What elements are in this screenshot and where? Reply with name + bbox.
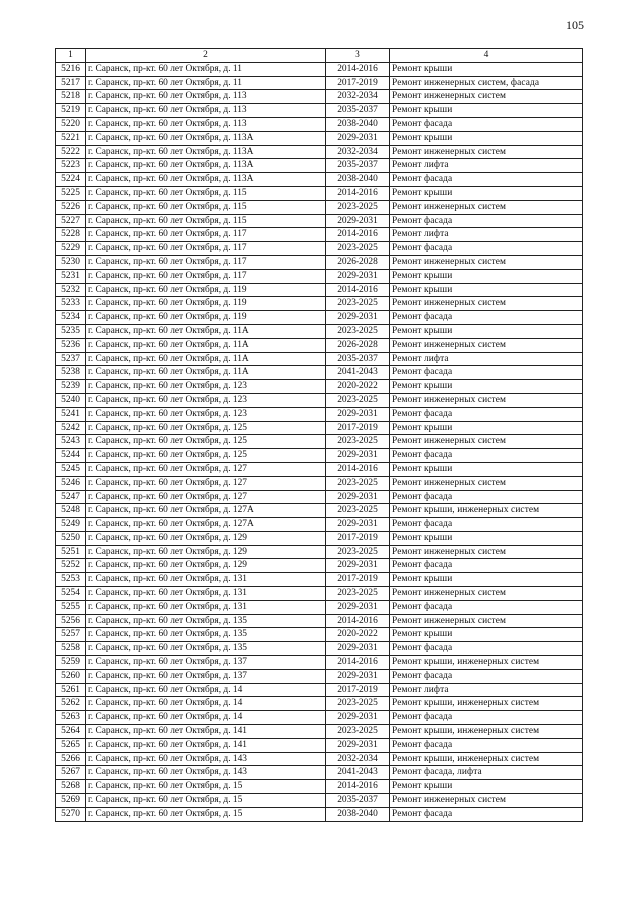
row-period: 2035-2037	[326, 794, 390, 808]
row-period: 2029-2031	[326, 131, 390, 145]
row-number: 5224	[56, 173, 86, 187]
row-number: 5246	[56, 476, 86, 490]
row-work-type: Ремонт лифта	[390, 352, 583, 366]
table-row	[56, 462, 583, 476]
table-row	[56, 573, 583, 587]
row-period: 2038-2040	[326, 173, 390, 187]
table-row	[56, 725, 583, 739]
row-period: 2023-2025	[326, 725, 390, 739]
row-address: г. Саранск, пр-кт. 60 лет Октября, д. 131	[86, 587, 326, 601]
row-number: 5267	[56, 766, 86, 780]
row-period: 2023-2025	[326, 545, 390, 559]
row-period: 2029-2031	[326, 738, 390, 752]
row-work-type: Ремонт фасада	[390, 242, 583, 256]
row-address: г. Саранск, пр-кт. 60 лет Октября, д. 113А	[86, 145, 326, 159]
row-period: 2023-2025	[326, 504, 390, 518]
page-number: 105	[566, 18, 584, 32]
row-period: 2029-2031	[326, 669, 390, 683]
table-row	[56, 352, 583, 366]
row-work-type: Ремонт крыши	[390, 380, 583, 394]
row-work-type: Ремонт лифта	[390, 683, 583, 697]
row-period: 2014-2016	[326, 656, 390, 670]
row-number: 5248	[56, 504, 86, 518]
row-work-type: Ремонт инженерных систем	[390, 255, 583, 269]
row-work-type: Ремонт инженерных систем	[390, 393, 583, 407]
row-number: 5237	[56, 352, 86, 366]
row-period: 2023-2025	[326, 697, 390, 711]
row-address: г. Саранск, пр-кт. 60 лет Октября, д. 11А	[86, 338, 326, 352]
table-row	[56, 504, 583, 518]
row-work-type: Ремонт крыши, инженерных систем	[390, 697, 583, 711]
row-period: 2023-2025	[326, 297, 390, 311]
row-period: 2023-2025	[326, 435, 390, 449]
row-number: 5269	[56, 794, 86, 808]
row-number: 5220	[56, 117, 86, 131]
table-row	[56, 794, 583, 808]
row-address: г. Саранск, пр-кт. 60 лет Октября, д. 129	[86, 531, 326, 545]
row-number: 5232	[56, 283, 86, 297]
table-row	[56, 255, 583, 269]
row-period: 2035-2037	[326, 159, 390, 173]
row-number: 5221	[56, 131, 86, 145]
row-period: 2017-2019	[326, 531, 390, 545]
row-period: 2041-2043	[326, 766, 390, 780]
table-row	[56, 393, 583, 407]
column-header-work: 4	[390, 49, 583, 63]
row-period: 2038-2040	[326, 807, 390, 821]
row-address: г. Саранск, пр-кт. 60 лет Октября, д. 129	[86, 559, 326, 573]
row-work-type: Ремонт инженерных систем	[390, 587, 583, 601]
row-work-type: Ремонт инженерных систем	[390, 297, 583, 311]
row-period: 2029-2031	[326, 518, 390, 532]
row-work-type: Ремонт инженерных систем	[390, 545, 583, 559]
row-address: г. Саранск, пр-кт. 60 лет Октября, д. 123	[86, 380, 326, 394]
row-work-type: Ремонт фасада	[390, 711, 583, 725]
table-row	[56, 117, 583, 131]
table-row	[56, 297, 583, 311]
table-row	[56, 780, 583, 794]
table-row	[56, 242, 583, 256]
row-work-type: Ремонт инженерных систем, фасада	[390, 76, 583, 90]
row-address: г. Саранск, пр-кт. 60 лет Октября, д. 15	[86, 807, 326, 821]
row-work-type: Ремонт крыши, инженерных систем	[390, 725, 583, 739]
table-row	[56, 324, 583, 338]
row-address: г. Саранск, пр-кт. 60 лет Октября, д. 11А	[86, 366, 326, 380]
row-work-type: Ремонт фасада	[390, 669, 583, 683]
table-row	[56, 173, 583, 187]
table-row	[56, 807, 583, 821]
row-address: г. Саранск, пр-кт. 60 лет Октября, д. 127А	[86, 504, 326, 518]
row-period: 2029-2031	[326, 214, 390, 228]
row-work-type: Ремонт фасада	[390, 449, 583, 463]
row-work-type: Ремонт лифта	[390, 228, 583, 242]
row-number: 5235	[56, 324, 86, 338]
row-address: г. Саранск, пр-кт. 60 лет Октября, д. 119	[86, 311, 326, 325]
table-row	[56, 697, 583, 711]
table-row	[56, 283, 583, 297]
row-address: г. Саранск, пр-кт. 60 лет Октября, д. 135	[86, 642, 326, 656]
row-address: г. Саранск, пр-кт. 60 лет Октября, д. 113	[86, 104, 326, 118]
row-period: 2029-2031	[326, 600, 390, 614]
row-number: 5259	[56, 656, 86, 670]
table-row	[56, 214, 583, 228]
row-number: 5250	[56, 531, 86, 545]
table-row	[56, 738, 583, 752]
row-period: 2014-2016	[326, 62, 390, 76]
column-header-period: 3	[326, 49, 390, 63]
row-number: 5226	[56, 200, 86, 214]
row-period: 2014-2016	[326, 283, 390, 297]
table-row	[56, 159, 583, 173]
row-period: 2038-2040	[326, 117, 390, 131]
row-number: 5242	[56, 421, 86, 435]
row-number: 5264	[56, 725, 86, 739]
row-number: 5240	[56, 393, 86, 407]
table-row	[56, 518, 583, 532]
row-work-type: Ремонт фасада	[390, 518, 583, 532]
row-address: г. Саранск, пр-кт. 60 лет Октября, д. 11	[86, 62, 326, 76]
row-work-type: Ремонт крыши, инженерных систем	[390, 656, 583, 670]
row-period: 2023-2025	[326, 587, 390, 601]
row-work-type: Ремонт инженерных систем	[390, 435, 583, 449]
row-period: 2026-2028	[326, 255, 390, 269]
row-work-type: Ремонт крыши	[390, 186, 583, 200]
row-work-type: Ремонт инженерных систем	[390, 200, 583, 214]
row-work-type: Ремонт крыши	[390, 421, 583, 435]
row-number: 5231	[56, 269, 86, 283]
row-address: г. Саранск, пр-кт. 60 лет Октября, д. 131	[86, 573, 326, 587]
row-number: 5260	[56, 669, 86, 683]
table-row	[56, 228, 583, 242]
table-row	[56, 131, 583, 145]
row-number: 5244	[56, 449, 86, 463]
row-number: 5252	[56, 559, 86, 573]
row-address: г. Саранск, пр-кт. 60 лет Октября, д. 14	[86, 711, 326, 725]
table-row	[56, 711, 583, 725]
row-address: г. Саранск, пр-кт. 60 лет Октября, д. 117	[86, 269, 326, 283]
row-work-type: Ремонт фасада	[390, 490, 583, 504]
table-row	[56, 656, 583, 670]
row-work-type: Ремонт фасада	[390, 600, 583, 614]
row-address: г. Саранск, пр-кт. 60 лет Октября, д. 125	[86, 449, 326, 463]
row-address: г. Саранск, пр-кт. 60 лет Октября, д. 14	[86, 697, 326, 711]
row-work-type: Ремонт крыши	[390, 573, 583, 587]
row-address: г. Саранск, пр-кт. 60 лет Октября, д. 125	[86, 421, 326, 435]
row-number: 5239	[56, 380, 86, 394]
row-period: 2017-2019	[326, 573, 390, 587]
row-number: 5247	[56, 490, 86, 504]
row-number: 5225	[56, 186, 86, 200]
table-row	[56, 683, 583, 697]
table-row	[56, 421, 583, 435]
row-work-type: Ремонт фасада	[390, 214, 583, 228]
table-row	[56, 186, 583, 200]
row-work-type: Ремонт фасада	[390, 807, 583, 821]
row-work-type: Ремонт инженерных систем	[390, 794, 583, 808]
row-number: 5241	[56, 407, 86, 421]
row-period: 2029-2031	[326, 449, 390, 463]
row-address: г. Саранск, пр-кт. 60 лет Октября, д. 127А	[86, 518, 326, 532]
row-address: г. Саранск, пр-кт. 60 лет Октября, д. 115	[86, 186, 326, 200]
row-period: 2029-2031	[326, 711, 390, 725]
table-row	[56, 145, 583, 159]
row-period: 2041-2043	[326, 366, 390, 380]
row-period: 2023-2025	[326, 393, 390, 407]
row-address: г. Саранск, пр-кт. 60 лет Октября, д. 115	[86, 200, 326, 214]
row-number: 5251	[56, 545, 86, 559]
table-row	[56, 380, 583, 394]
row-number: 5265	[56, 738, 86, 752]
table-row	[56, 752, 583, 766]
row-address: г. Саранск, пр-кт. 60 лет Октября, д. 113А	[86, 173, 326, 187]
row-work-type: Ремонт лифта	[390, 159, 583, 173]
row-work-type: Ремонт фасада	[390, 642, 583, 656]
row-period: 2023-2025	[326, 200, 390, 214]
table-row	[56, 766, 583, 780]
row-address: г. Саранск, пр-кт. 60 лет Октября, д. 119	[86, 297, 326, 311]
row-number: 5255	[56, 600, 86, 614]
table-row	[56, 587, 583, 601]
column-header-number: 1	[56, 49, 86, 63]
row-period: 2023-2025	[326, 324, 390, 338]
table-row	[56, 531, 583, 545]
row-work-type: Ремонт инженерных систем	[390, 476, 583, 490]
table-row	[56, 614, 583, 628]
table-row	[56, 338, 583, 352]
column-header-address: 2	[86, 49, 326, 63]
row-work-type: Ремонт инженерных систем	[390, 338, 583, 352]
row-address: г. Саранск, пр-кт. 60 лет Октября, д. 15	[86, 780, 326, 794]
row-number: 5222	[56, 145, 86, 159]
row-address: г. Саранск, пр-кт. 60 лет Октября, д. 143	[86, 766, 326, 780]
row-period: 2029-2031	[326, 490, 390, 504]
row-work-type: Ремонт крыши	[390, 62, 583, 76]
row-period: 2032-2034	[326, 90, 390, 104]
table-row	[56, 407, 583, 421]
table-row	[56, 476, 583, 490]
row-address: г. Саранск, пр-кт. 60 лет Октября, д. 135	[86, 614, 326, 628]
row-number: 5253	[56, 573, 86, 587]
row-period: 2032-2034	[326, 752, 390, 766]
row-address: г. Саранск, пр-кт. 60 лет Октября, д. 127	[86, 462, 326, 476]
row-number: 5217	[56, 76, 86, 90]
table-row	[56, 600, 583, 614]
table-row	[56, 76, 583, 90]
row-work-type: Ремонт фасада, лифта	[390, 766, 583, 780]
row-number: 5254	[56, 587, 86, 601]
row-work-type: Ремонт крыши	[390, 780, 583, 794]
row-period: 2029-2031	[326, 642, 390, 656]
row-work-type: Ремонт инженерных систем	[390, 614, 583, 628]
table-row	[56, 449, 583, 463]
row-address: г. Саранск, пр-кт. 60 лет Октября, д. 14	[86, 683, 326, 697]
row-work-type: Ремонт фасада	[390, 173, 583, 187]
row-period: 2023-2025	[326, 476, 390, 490]
row-period: 2014-2016	[326, 186, 390, 200]
row-work-type: Ремонт инженерных систем	[390, 90, 583, 104]
row-address: г. Саранск, пр-кт. 60 лет Октября, д. 117	[86, 255, 326, 269]
row-period: 2029-2031	[326, 559, 390, 573]
row-work-type: Ремонт крыши	[390, 628, 583, 642]
row-address: г. Саранск, пр-кт. 60 лет Октября, д. 113	[86, 117, 326, 131]
row-address: г. Саранск, пр-кт. 60 лет Октября, д. 115	[86, 214, 326, 228]
row-number: 5256	[56, 614, 86, 628]
row-number: 5230	[56, 255, 86, 269]
row-period: 2017-2019	[326, 76, 390, 90]
row-work-type: Ремонт фасада	[390, 366, 583, 380]
table-row	[56, 669, 583, 683]
row-period: 2032-2034	[326, 145, 390, 159]
row-address: г. Саранск, пр-кт. 60 лет Октября, д. 125	[86, 435, 326, 449]
row-period: 2020-2022	[326, 380, 390, 394]
row-period: 2035-2037	[326, 104, 390, 118]
row-number: 5228	[56, 228, 86, 242]
row-work-type: Ремонт крыши	[390, 462, 583, 476]
row-address: г. Саранск, пр-кт. 60 лет Октября, д. 127	[86, 476, 326, 490]
row-work-type: Ремонт крыши	[390, 324, 583, 338]
row-address: г. Саранск, пр-кт. 60 лет Октября, д. 113А	[86, 131, 326, 145]
row-number: 5229	[56, 242, 86, 256]
row-work-type: Ремонт крыши	[390, 283, 583, 297]
row-address: г. Саранск, пр-кт. 60 лет Октября, д. 141	[86, 738, 326, 752]
row-work-type: Ремонт крыши	[390, 131, 583, 145]
row-address: г. Саранск, пр-кт. 60 лет Октября, д. 11А	[86, 352, 326, 366]
row-number: 5233	[56, 297, 86, 311]
row-address: г. Саранск, пр-кт. 60 лет Октября, д. 129	[86, 545, 326, 559]
row-number: 5261	[56, 683, 86, 697]
row-period: 2020-2022	[326, 628, 390, 642]
row-address: г. Саранск, пр-кт. 60 лет Октября, д. 119	[86, 283, 326, 297]
row-address: г. Саранск, пр-кт. 60 лет Октября, д. 137	[86, 656, 326, 670]
row-number: 5234	[56, 311, 86, 325]
table-row	[56, 545, 583, 559]
row-period: 2029-2031	[326, 311, 390, 325]
row-number: 5268	[56, 780, 86, 794]
table-row	[56, 269, 583, 283]
row-work-type: Ремонт фасада	[390, 559, 583, 573]
row-address: г. Саранск, пр-кт. 60 лет Октября, д. 135	[86, 628, 326, 642]
row-number: 5270	[56, 807, 86, 821]
table-row	[56, 366, 583, 380]
row-period: 2017-2019	[326, 421, 390, 435]
table-row	[56, 104, 583, 118]
row-work-type: Ремонт крыши, инженерных систем	[390, 504, 583, 518]
row-address: г. Саранск, пр-кт. 60 лет Октября, д. 123	[86, 407, 326, 421]
row-address: г. Саранск, пр-кт. 60 лет Октября, д. 127	[86, 490, 326, 504]
row-work-type: Ремонт крыши	[390, 104, 583, 118]
table-row	[56, 62, 583, 76]
row-number: 5223	[56, 159, 86, 173]
row-address: г. Саранск, пр-кт. 60 лет Октября, д. 117	[86, 242, 326, 256]
row-number: 5258	[56, 642, 86, 656]
row-number: 5238	[56, 366, 86, 380]
row-address: г. Саранск, пр-кт. 60 лет Октября, д. 143	[86, 752, 326, 766]
row-period: 2029-2031	[326, 407, 390, 421]
row-address: г. Саранск, пр-кт. 60 лет Октября, д. 141	[86, 725, 326, 739]
row-address: г. Саранск, пр-кт. 60 лет Октября, д. 137	[86, 669, 326, 683]
row-work-type: Ремонт крыши, инженерных систем	[390, 752, 583, 766]
table-row	[56, 90, 583, 104]
row-address: г. Саранск, пр-кт. 60 лет Октября, д. 15	[86, 794, 326, 808]
row-number: 5245	[56, 462, 86, 476]
row-number: 5227	[56, 214, 86, 228]
row-period: 2035-2037	[326, 352, 390, 366]
row-number: 5262	[56, 697, 86, 711]
row-period: 2014-2016	[326, 780, 390, 794]
row-address: г. Саранск, пр-кт. 60 лет Октября, д. 117	[86, 228, 326, 242]
row-address: г. Саранск, пр-кт. 60 лет Октября, д. 11А	[86, 324, 326, 338]
row-work-type: Ремонт фасада	[390, 117, 583, 131]
row-period: 2014-2016	[326, 462, 390, 476]
table-header-row	[56, 49, 583, 63]
row-work-type: Ремонт фасада	[390, 311, 583, 325]
row-period: 2026-2028	[326, 338, 390, 352]
row-address: г. Саранск, пр-кт. 60 лет Октября, д. 113	[86, 90, 326, 104]
row-address: г. Саранск, пр-кт. 60 лет Октября, д. 113А	[86, 159, 326, 173]
row-number: 5266	[56, 752, 86, 766]
row-work-type: Ремонт крыши	[390, 269, 583, 283]
row-number: 5257	[56, 628, 86, 642]
row-number: 5249	[56, 518, 86, 532]
repair-schedule-table	[55, 48, 583, 822]
table-body	[56, 62, 583, 821]
row-period: 2023-2025	[326, 242, 390, 256]
row-work-type: Ремонт фасада	[390, 738, 583, 752]
row-address: г. Саранск, пр-кт. 60 лет Октября, д. 131	[86, 600, 326, 614]
row-number: 5216	[56, 62, 86, 76]
table-row	[56, 200, 583, 214]
table-row	[56, 642, 583, 656]
row-number: 5218	[56, 90, 86, 104]
row-number: 5243	[56, 435, 86, 449]
row-number: 5263	[56, 711, 86, 725]
row-work-type: Ремонт фасада	[390, 407, 583, 421]
row-period: 2014-2016	[326, 228, 390, 242]
row-period: 2029-2031	[326, 269, 390, 283]
table-row	[56, 311, 583, 325]
row-work-type: Ремонт крыши	[390, 531, 583, 545]
row-work-type: Ремонт инженерных систем	[390, 145, 583, 159]
row-number: 5236	[56, 338, 86, 352]
row-address: г. Саранск, пр-кт. 60 лет Октября, д. 123	[86, 393, 326, 407]
table-row	[56, 559, 583, 573]
row-period: 2017-2019	[326, 683, 390, 697]
row-number: 5219	[56, 104, 86, 118]
row-period: 2014-2016	[326, 614, 390, 628]
table-row	[56, 628, 583, 642]
row-address: г. Саранск, пр-кт. 60 лет Октября, д. 11	[86, 76, 326, 90]
table-row	[56, 490, 583, 504]
table-row	[56, 435, 583, 449]
